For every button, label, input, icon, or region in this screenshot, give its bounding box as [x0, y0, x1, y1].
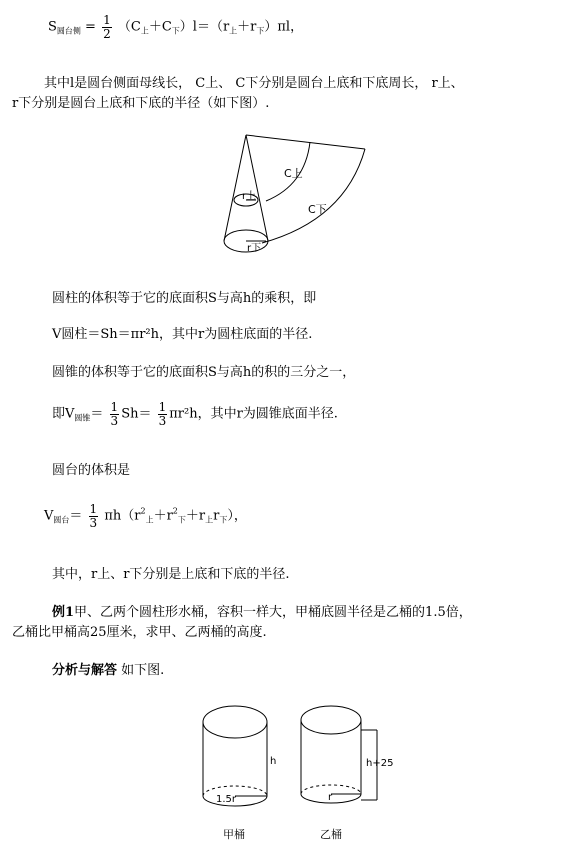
label-bucket-b-name: 乙桶: [320, 828, 342, 841]
label-r-bottom: r下: [247, 243, 262, 254]
wherein-text: 其中，r上、r下分别是上底和下底的半径.: [52, 567, 290, 582]
label-bucket-a-radius: 1.5r: [216, 794, 237, 805]
cylinder-volume-text: 圆柱的体积等于它的底面积S与高h的乘积，即: [52, 291, 317, 306]
label-bucket-a-height: h: [270, 756, 277, 767]
fraction-third: $\frac{1}{3}$: [110, 400, 119, 428]
buckets-figure: [190, 690, 420, 855]
frustum-development-figure: [210, 125, 380, 265]
label-c-bottom: C下: [308, 203, 327, 216]
fraction-half: $\frac{1}{2}$: [103, 13, 111, 41]
example-line-2: 乙桶比甲桶高25厘米，求甲、乙两桶的高度.: [12, 625, 267, 640]
formula-frustum-lateral: $S_{圆台侧}$ = $\frac{1}{2}$ $(C_上+C_下)l=(r_上+r_下)\pi l$，: [48, 13, 304, 41]
cone-volume-text: 圆锥的体积等于它的底面积S与高h的积的三分之一，: [52, 365, 356, 380]
label-c-top: C上: [284, 167, 303, 180]
example-line-1: 例1甲、乙两个圆柱形水桶，容积一样大，甲桶底圆半径是乙桶的1.5倍，: [52, 605, 472, 620]
fraction-third: $\frac{1}{3}$: [89, 502, 98, 530]
example-label: 例1: [52, 605, 75, 620]
paragraph-line: 其中l是圆台侧面母线长， C上、 C下分别是圆台上底和下底周长， r上、: [44, 76, 464, 91]
paragraph-line: r下分别是圆台上底和下底的半径（如下图）.: [12, 96, 270, 111]
cylinder-volume-formula: V圆柱＝Sh＝πr²h，其中r为圆柱底面的半径.: [52, 327, 313, 342]
label-bucket-a-name: 甲桶: [223, 828, 245, 841]
frustum-volume-formula: $V_{圆台}=$ $\frac{1}{3}$ $\pi h(r^2_上+r^2_下+r_上r_下)$，: [44, 502, 247, 530]
label-bucket-b-height: h+25: [366, 758, 394, 769]
analysis-line: 分析与解答 如下图.: [52, 663, 165, 678]
label-bucket-b-radius: r: [328, 792, 333, 803]
frustum-volume-text: 圆台的体积是: [52, 463, 131, 478]
cone-volume-formula: 即$V_{圆锥}=$ $\frac{1}{3}$ Sh＝ $\frac{1}{3}$ πr²h，其中r为圆锥底面半径.: [52, 400, 338, 428]
analysis-label: 分析与解答: [52, 663, 118, 678]
label-r-top: r上: [242, 191, 257, 202]
fraction-third: $\frac{1}{3}$: [158, 400, 167, 428]
